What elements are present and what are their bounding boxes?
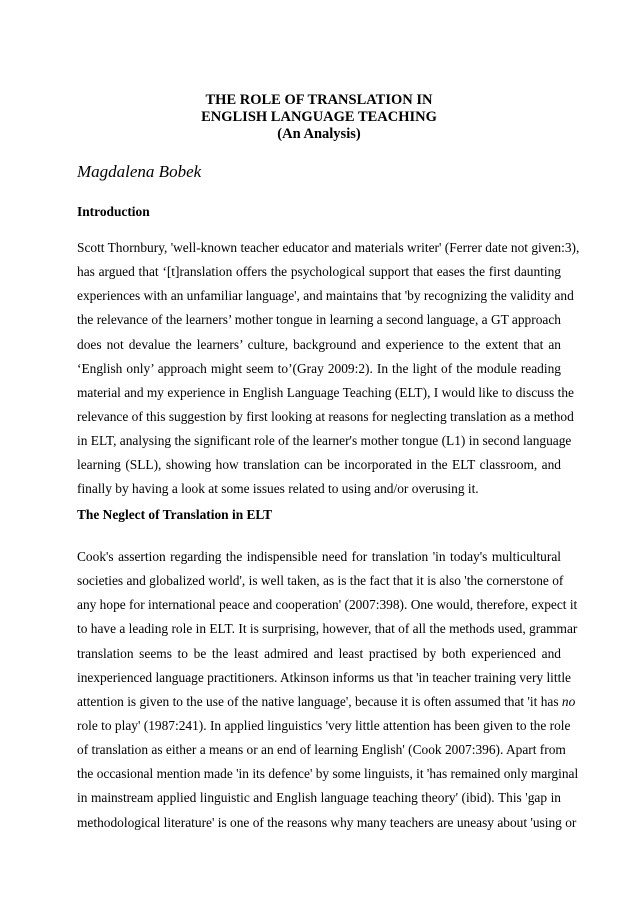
- paragraph-line: Cook's assertion regarding the indispensible need for translation 'in today's multicultural: [77, 549, 561, 564]
- paragraph-line: societies and globalized world', is well taken, as is the fact that it is also 'the cornerstone of: [77, 573, 564, 589]
- paragraph-line: finally by having a look at some issues related to using and/or overusing it.: [77, 481, 479, 497]
- paragraph-line: methodological literature' is one of the reasons why many teachers are uneasy about 'using or: [77, 814, 577, 830]
- title-line-3: (An Analysis): [277, 126, 361, 142]
- paragraph-line-with-emphasis: [77, 690, 576, 714]
- paragraph-line: ‘English only’ approach might seem to’(Gray 2009:2). In the light of the module reading: [77, 360, 561, 376]
- paragraph-line: in mainstream applied linguistic and English language teaching theory' (ibid). This 'gap in: [77, 790, 561, 806]
- line-text: attention is given to the use of the native language', because it is often assumed that 'it has: [77, 693, 559, 709]
- neglect-paragraph: [77, 545, 579, 835]
- section-heading-neglect: The Neglect of Translation in ELT: [77, 507, 273, 522]
- paragraph-line: inexperienced language practitioners. Atkinson informs us that 'in teacher training very little: [77, 669, 571, 685]
- paragraph-line: does not devalue the learners’ culture, background and experience to the extent that an: [77, 336, 561, 352]
- document-title: [0, 92, 638, 143]
- paragraph-line: Scott Thornbury, 'well-known teacher educator and materials writer' (Ferrer date not given:3),: [77, 240, 580, 255]
- introduction-paragraph: [77, 236, 580, 502]
- title-line-1: THE ROLE OF TRANSLATION IN: [205, 92, 433, 108]
- paragraph-line: of translation as either a means or an end of learning English' (Cook 2007:396). Apart from: [77, 742, 566, 758]
- emphasis-word: no: [561, 693, 576, 709]
- paragraph-line: learning (SLL), showing how translation can be incorporated in the ELT classroom, and: [77, 457, 561, 473]
- paragraph-line: to have a leading role in ELT. It is surprising, however, that of all the methods used, grammar: [77, 621, 578, 637]
- section-heading-introduction: Introduction: [77, 204, 150, 219]
- paragraph-line: the relevance of the learners’ mother tongue in learning a second language, a GT approach: [77, 312, 561, 328]
- paragraph-line: relevance of this suggestion by first looking at reasons for neglecting translation as a method: [77, 408, 574, 424]
- paragraph-line: role to play' (1987:241). In applied linguistics 'very little attention has been given to the role: [77, 717, 571, 733]
- paragraph-line: experiences with an unfamiliar language', and maintains that 'by recognizing the validity and: [77, 288, 574, 304]
- title-line-2: ENGLISH LANGUAGE TEACHING: [201, 109, 437, 125]
- paragraph-line: in ELT, analysing the significant role of the learner's mother tongue (L1) in second language: [77, 433, 572, 449]
- paragraph-line: material and my experience in English Language Teaching (ELT), I would like to discuss the: [77, 384, 574, 400]
- paragraph-line: the occasional mention made 'in its defence' by some linguists, it 'has remained only marginal: [77, 766, 579, 782]
- paragraph-line: any hope for international peace and cooperation' (2007:398). One would, therefore, expect it: [77, 597, 578, 613]
- author-name: Magdalena Bobek: [77, 162, 202, 181]
- paragraph-line: has argued that ‘[t]ranslation offers the psychological support that eases the first daunting: [77, 264, 561, 280]
- paragraph-line: translation seems to be the least admired and least practised by both experienced and: [77, 645, 561, 661]
